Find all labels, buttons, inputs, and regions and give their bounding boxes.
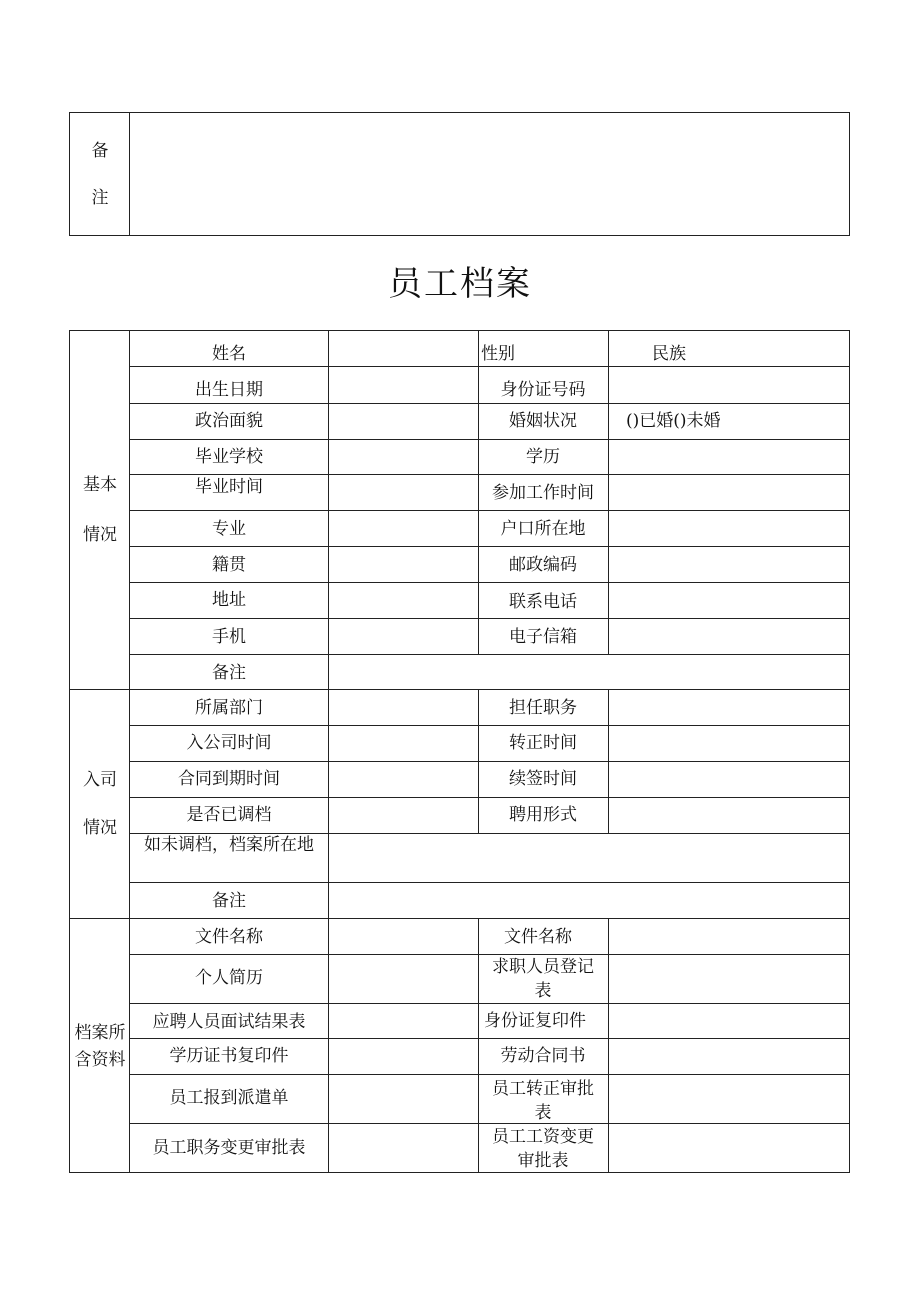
- phone-label: 联系电话: [509, 592, 577, 612]
- labor-contract-check-field[interactable]: [610, 1040, 848, 1073]
- id-number-field[interactable]: [610, 368, 848, 402]
- address-field[interactable]: [330, 584, 477, 617]
- email-field[interactable]: [610, 620, 848, 653]
- onboarding-dispatch-check-field[interactable]: [330, 1076, 477, 1122]
- id-number-label: 身份证号码: [500, 380, 586, 400]
- marital-status-options[interactable]: ()已婚()未婚: [626, 411, 721, 431]
- work-start-date-field[interactable]: [610, 476, 848, 509]
- email-label: 电子信箱: [509, 627, 577, 647]
- basic-section-label-line2: 情况: [83, 525, 117, 545]
- diploma-copy-check-field[interactable]: [330, 1040, 477, 1073]
- remarks-label-line2: 注: [91, 188, 109, 208]
- contract-expiry-field[interactable]: [330, 763, 477, 796]
- file-name-header-right: 文件名称: [504, 927, 572, 947]
- mobile-label: 手机: [212, 627, 246, 647]
- files-section-label-line1: 档案所: [74, 1023, 126, 1043]
- entry-section-label-line1: 入司: [83, 770, 117, 790]
- resume-label: 个人简历: [195, 968, 263, 988]
- page-title: 员工档案: [388, 264, 532, 304]
- regularization-approval-check-field[interactable]: [610, 1076, 848, 1122]
- labor-contract-label: 劳动合同书: [500, 1046, 586, 1066]
- regularization-date-label: 转正时间: [509, 733, 577, 753]
- native-place-label: 籍贯: [212, 555, 246, 575]
- remarks-label-line1: 备: [91, 141, 109, 161]
- applicant-registration-label-line2: 表: [534, 981, 552, 1001]
- renewal-date-field[interactable]: [610, 763, 848, 796]
- birth-date-field[interactable]: [330, 368, 477, 402]
- archive-location-field[interactable]: [330, 835, 848, 881]
- onboarding-dispatch-label: 员工报到派遣单: [169, 1088, 289, 1108]
- position-change-approval-check-field[interactable]: [330, 1125, 477, 1171]
- department-label: 所属部门: [195, 698, 263, 718]
- join-date-field[interactable]: [330, 727, 477, 760]
- education-label: 学历: [526, 447, 560, 467]
- id-copy-label: 身份证复印件: [484, 1011, 586, 1031]
- position-change-approval-label: 员工职务变更审批表: [152, 1138, 306, 1158]
- graduate-school-field[interactable]: [330, 441, 477, 473]
- interview-result-label: 应聘人员面试结果表: [152, 1012, 306, 1032]
- renewal-date-label: 续签时间: [509, 769, 577, 789]
- graduation-date-field[interactable]: [330, 476, 477, 509]
- major-label: 专业: [212, 519, 246, 539]
- employment-type-field[interactable]: [610, 799, 848, 832]
- position-label: 担任职务: [509, 698, 577, 718]
- ethnicity-label: 民族: [652, 344, 686, 364]
- entry-note-field[interactable]: [330, 884, 848, 917]
- household-registration-field[interactable]: [610, 512, 848, 545]
- graduation-date-label: 毕业时间: [195, 477, 263, 497]
- basic-note-field[interactable]: [330, 656, 848, 688]
- remarks-field[interactable]: [131, 114, 847, 234]
- postal-code-label: 邮政编码: [509, 555, 577, 575]
- employment-type-label: 聘用形式: [509, 805, 577, 825]
- interview-result-check-field[interactable]: [330, 1005, 477, 1037]
- household-registration-label: 户口所在地: [500, 519, 586, 539]
- id-copy-check-field[interactable]: [610, 1005, 848, 1037]
- basic-section-label-line1: 基本: [83, 475, 117, 495]
- political-status-label: 政治面貌: [195, 411, 263, 431]
- salary-change-approval-label-line2: 审批表: [517, 1151, 569, 1171]
- file-name-header-left: 文件名称: [195, 927, 263, 947]
- address-label: 地址: [212, 590, 246, 610]
- department-field[interactable]: [330, 691, 477, 724]
- regularization-approval-label-line2: 表: [534, 1103, 552, 1123]
- education-field[interactable]: [610, 441, 848, 473]
- basic-note-label: 备注: [212, 663, 246, 683]
- applicant-registration-label-line1: 求职人员登记: [492, 957, 594, 977]
- files-section-label-line2: 含资料: [74, 1050, 126, 1070]
- mobile-field[interactable]: [330, 620, 477, 653]
- salary-change-approval-label-line1: 员工工资变更: [492, 1127, 594, 1147]
- entry-note-label: 备注: [212, 891, 246, 911]
- applicant-registration-check-field[interactable]: [610, 956, 848, 1002]
- file-transferred-field[interactable]: [330, 799, 477, 832]
- diploma-copy-label: 学历证书复印件: [169, 1046, 289, 1066]
- join-date-label: 入公司时间: [186, 733, 272, 753]
- file-transferred-label: 是否已调档: [186, 805, 272, 825]
- contract-expiry-label: 合同到期时间: [178, 769, 280, 789]
- regularization-approval-label-line1: 员工转正审批: [492, 1079, 594, 1099]
- name-label: 姓名: [212, 344, 246, 364]
- marital-status-label: 婚姻状况: [509, 411, 577, 431]
- native-place-field[interactable]: [330, 548, 477, 581]
- name-field[interactable]: [330, 332, 477, 365]
- work-start-date-label: 参加工作时间: [492, 483, 594, 503]
- archive-location-label: 如未调档，档案所在地: [144, 835, 314, 855]
- political-status-field[interactable]: [330, 405, 477, 438]
- major-field[interactable]: [330, 512, 477, 545]
- postal-code-field[interactable]: [610, 548, 848, 581]
- regularization-date-field[interactable]: [610, 727, 848, 760]
- position-field[interactable]: [610, 691, 848, 724]
- resume-check-field[interactable]: [330, 956, 477, 1002]
- phone-field[interactable]: [610, 584, 848, 617]
- graduate-school-label: 毕业学校: [195, 447, 263, 467]
- birth-date-label: 出生日期: [195, 380, 263, 400]
- entry-section-label-line2: 情况: [83, 818, 117, 838]
- salary-change-approval-check-field[interactable]: [610, 1125, 848, 1171]
- gender-label: 性别: [481, 344, 515, 364]
